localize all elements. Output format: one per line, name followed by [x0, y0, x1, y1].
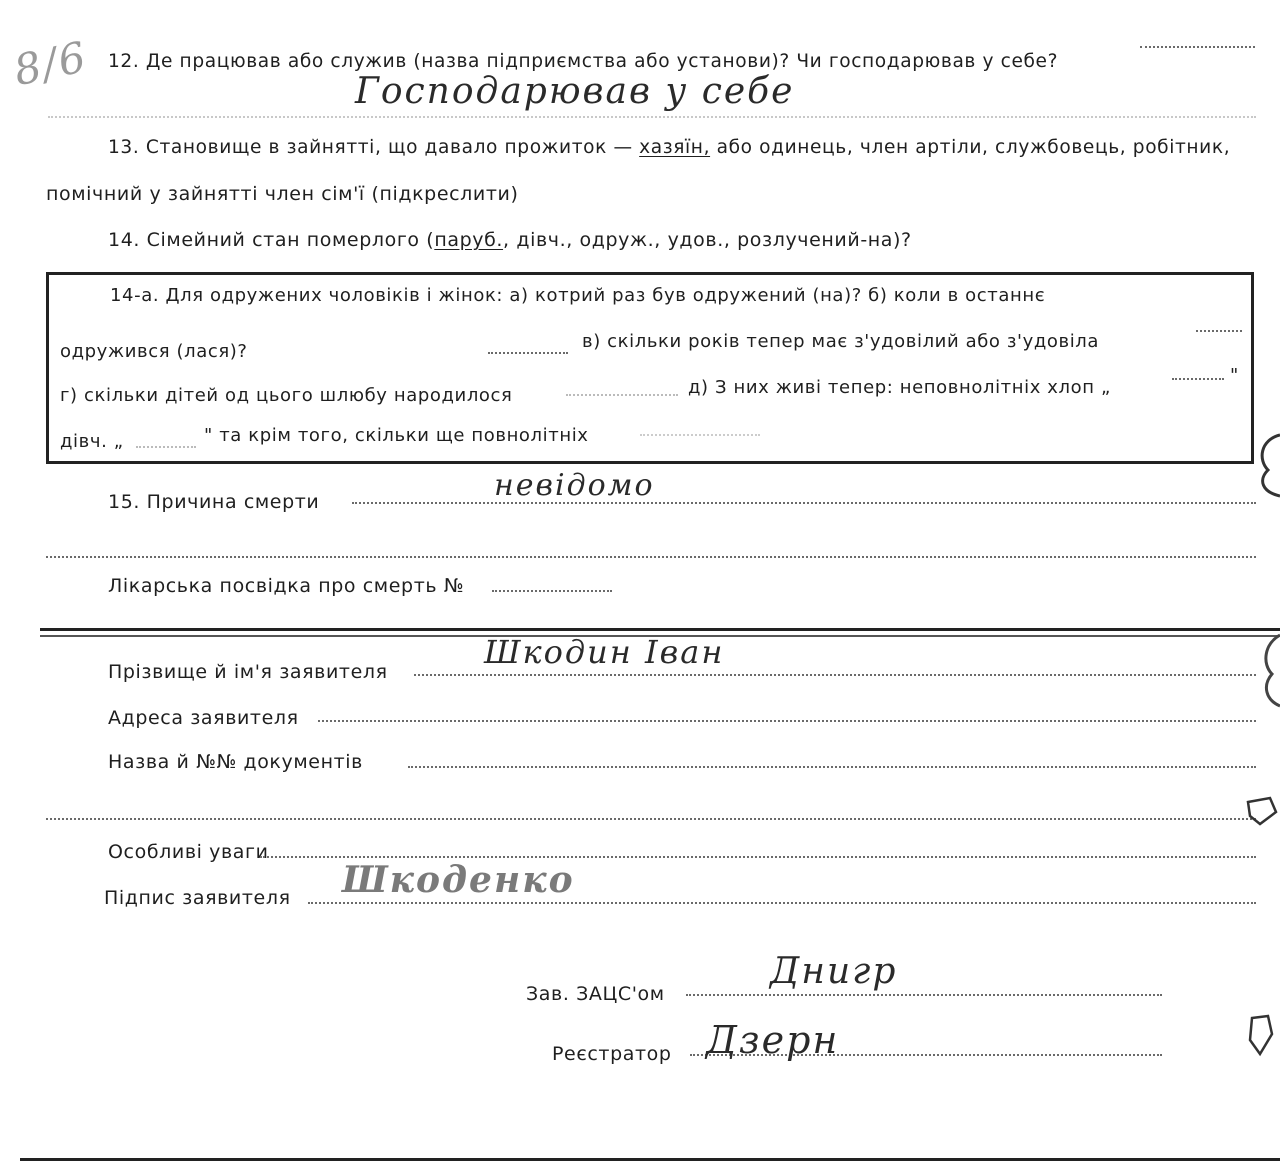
- page-bottom-rule: [20, 1158, 1280, 1161]
- head-zags-signature: Днигр: [770, 951, 898, 992]
- q13-line2: помічний у зайнятті член сім'ї (підкреслити): [46, 183, 519, 205]
- q15-fill-line: [352, 502, 1256, 504]
- q14-line: [108, 228, 912, 252]
- q15-answer: невідомо: [494, 468, 655, 503]
- q14a-line3-a: г) скільки дітей од цього шлюбу народилося: [60, 385, 513, 406]
- q14a-line4-a: дівч. „: [60, 431, 124, 452]
- q13-text-a: Становище в зайнятті, що давало прожиток —: [145, 137, 633, 158]
- ink-blot-icon: [1240, 790, 1280, 830]
- applicant-name-label: Прізвище й ім'я заявителя: [108, 661, 388, 683]
- q14a-line2-fill: [488, 352, 568, 354]
- registrar-signature: Дзерн: [706, 1018, 840, 1062]
- q15-label: 15. Причина смерти: [108, 491, 320, 513]
- q14-rest: , дівч., одруж., удов., розлучений-на)?: [503, 229, 912, 251]
- q14a-line4-end-fill: [640, 434, 760, 436]
- q12-label: 12. Де працював або служив (назва підприємства або установи)? Чи господарював у себе?: [108, 51, 1059, 72]
- q14a-line2-a: одружився (лася)?: [60, 341, 248, 362]
- binding-mark-icon: [1250, 630, 1280, 710]
- q14-prefix: 14. Сімейний стан померлого (: [108, 229, 435, 251]
- applicant-name-value: Шкодин Іван: [484, 633, 725, 671]
- applicant-address-label: Адреса заявителя: [108, 707, 299, 729]
- applicant-signature-fill: [308, 902, 1256, 904]
- head-zags-label: Зав. ЗАЦС'ом: [526, 983, 665, 1005]
- registrar-label: Реєстратор: [552, 1043, 672, 1065]
- q12-answer: Господарював у себе: [355, 71, 795, 112]
- notes-label: Особливі уваги: [108, 841, 269, 863]
- head-zags-fill: [686, 994, 1162, 996]
- applicant-address-fill: [318, 720, 1256, 722]
- q13-number: 13.: [108, 137, 140, 158]
- q14a-line4-fill: [136, 446, 196, 448]
- medical-certificate-fill: [492, 590, 612, 592]
- q14a-line3-c: ": [1230, 365, 1239, 386]
- q12-fill-line-end: [1140, 46, 1255, 48]
- q13-line1: [108, 136, 1230, 160]
- q14-selected-option: паруб.: [434, 229, 504, 251]
- q13-selected-option: хазяїн,: [639, 137, 711, 158]
- applicant-signature-label: Підпис заявителя: [104, 887, 291, 909]
- q15-fill-line-2: [46, 556, 1256, 558]
- q14a-line3-b: д) З них живі тепер: неповнолітніх хлоп „: [688, 377, 1111, 398]
- q14a-line4-b: " та крім того, скільки ще повнолітніх: [204, 425, 589, 446]
- ink-blot-icon: [1242, 1010, 1280, 1060]
- section-separator-top: [40, 628, 1280, 631]
- notes-fill: [260, 856, 1256, 858]
- q14a-line2-end-fill: [1196, 330, 1242, 332]
- q12-answer-line: [48, 116, 1256, 118]
- binding-mark-icon: [1250, 430, 1280, 500]
- q14a-line2-b: в) скільки років тепер має з'удовілий або з'удовіла: [582, 331, 1100, 352]
- q14a-line1: 14-а. Для одружених чоловіків і жінок: а) котрий раз був одружений (на)? б) коли в останнє: [110, 285, 1046, 306]
- margin-note: 8/6: [9, 31, 92, 96]
- applicant-signature-value: Шкоденко: [342, 859, 575, 901]
- q13-text-b: або одинець, член артіли, службовець, робітник,: [716, 137, 1231, 158]
- q14a-line3-fill: [566, 394, 678, 396]
- applicant-documents-fill-2: [46, 818, 1256, 820]
- applicant-documents-label: Назва й №№ документів: [108, 751, 363, 773]
- q14a-line3-end-fill: [1172, 378, 1224, 380]
- applicant-documents-fill: [408, 766, 1256, 768]
- medical-certificate-label: Лікарська посвідка про смерть №: [108, 575, 465, 597]
- applicant-name-fill: [414, 674, 1256, 676]
